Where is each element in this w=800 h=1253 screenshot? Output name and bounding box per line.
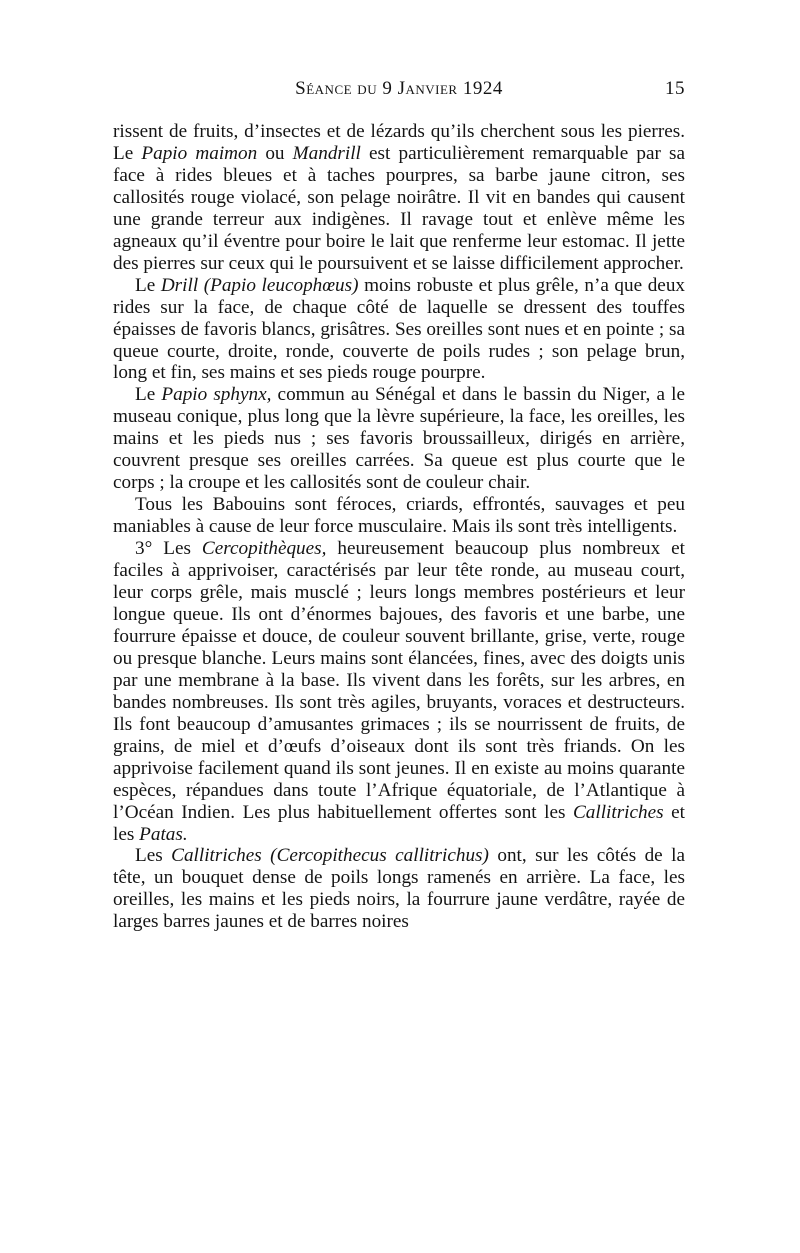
text-run: 3° Les: [135, 538, 202, 560]
italic-text: Patas.: [139, 823, 188, 845]
italic-text: Mandrill: [292, 142, 361, 164]
text-run: ont, sur les côtés de la tête, un bouquet dense de poils longs ramenés en arrière. La face, les oreilles, les mains et les pieds noirs, la fourrure jaune verdâtre, rayée de larges barres jaunes et de barres noires: [113, 845, 685, 933]
text-run: et les: [113, 801, 685, 845]
text-run: rissent de fruits, d’insectes et de lézards qu’ils cherchent sous les pierres. Le: [113, 121, 685, 164]
text-run: Le: [135, 384, 162, 406]
text-run: Les: [135, 845, 172, 867]
text-run: heureusement beaucoup plus nombreux et faciles à apprivoiser, caractérisés par leur tête ronde, au museau court, leur corps grêle, mais musclé ; leurs longs membres postérieurs et leur longue queue. Ils ont d’énormes bajoues, des favoris et une barbe, une fourrure épaisse et douce, de couleur souvent brillante, grise, verte, rouge ou presque blanche. Leurs mains sont élancées, fines, avec des doigts unis par une membrane à la base. Ils vivent dans les forêts, sur les arbres, en bandes nombreuses. Ils sont très agiles, bruyants, voraces et destructeurs. Ils font beaucoup d’amusantes grimaces ; ils se nourrissent de fruits, de grains, de miel et d’œufs d’oiseaux dont ils sont très friands. On les apprivoise facilement quand ils sont jeunes. Il en existe au moins quarante espèces, répandues dans toute l’Afrique équatoriale, de l’Atlantique à l’Océan Indien. Les plus habituellement offertes sont les: [113, 538, 685, 823]
paragraph-cercopitheques: [113, 538, 685, 845]
italic-text: Drill (Papio leucophœus): [160, 274, 359, 296]
paragraph-callitriches: [113, 845, 685, 933]
paragraph-mandrill: [113, 121, 685, 275]
italic-text: Papio maimon: [141, 142, 258, 164]
italic-text: Callitriches: [573, 801, 664, 823]
text-run: commun au Sénégal et dans le bassin du Niger, a le museau conique, plus long que la lèvre supérieure, la face, les oreilles, les mains et les pieds nus ; ses favoris broussailleux, dirigés en arrière, couvrent presque ses oreilles carrées. Sa queue est plus courte que le corps ; la croupe et les callosités sont de couleur chair.: [113, 384, 685, 494]
text-run: moins robuste et plus grêle, n’a que deux rides sur la face, de chaque côté de laquelle se dressent des touffes épaisses de favoris blancs, grisâtres. Ses oreilles sont nues et en pointe ; sa queue courte, droite, ronde, couverte de poils rudes ; son pelage brun, long et fin, ses mains et ses pieds rouge pourpre.: [113, 274, 686, 384]
italic-text: Cercopithèques,: [201, 538, 327, 560]
paragraph-babouins: [113, 494, 685, 538]
text-run: est particulièrement remarquable par sa face à rides bleues et à taches pourpres, sa barbe jaune citron, ses callosités rouge violacé, son pelage noirâtre. Il vit en bandes qui causent une grande terreur aux indigènes. Il ravage tout et enlève même les agneaux qu’il éventre pour boire le lait que renferme leur estomac. Il jette des pierres sur ceux qui le poursuivent et se laisse difficilement approcher.: [113, 142, 685, 274]
italic-text: Callitriches (Cercopithecus callitrichus): [171, 845, 489, 867]
text-run: Le: [135, 274, 161, 296]
body-text: [113, 121, 685, 933]
italic-text: Papio sphynx,: [161, 384, 272, 406]
paragraph-papio-sphynx: [113, 384, 685, 494]
text-run: ou: [257, 142, 293, 164]
running-head: [113, 78, 685, 112]
running-title: Séance du 9 Janvier 1924: [295, 78, 503, 99]
page-number: 15: [665, 78, 685, 99]
text-run: Tous les Babouins sont féroces, criards, effrontés, sauvages et peu maniables à cause de leur force musculaire. Mais ils sont très intelligents.: [113, 494, 685, 538]
paragraph-drill: [113, 275, 685, 385]
